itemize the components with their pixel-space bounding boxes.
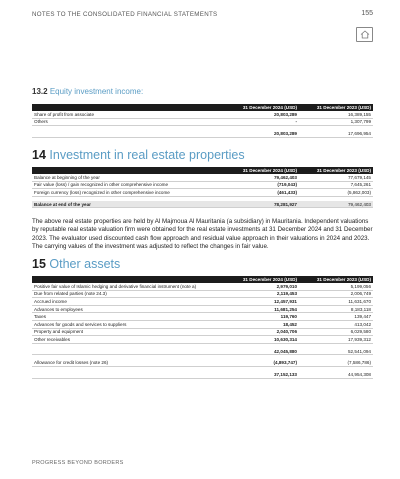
- table-row: Advances to employees 11,681,254 8,183,118: [34, 306, 371, 312]
- section-title: Other assets: [49, 257, 121, 271]
- table-row: Advances for goods and services to suppliers 18,452 413,042: [34, 321, 371, 327]
- home-icon: [360, 30, 370, 39]
- section-title: Investment in real estate properties: [49, 148, 245, 162]
- section-other-assets: [32, 257, 373, 271]
- table-row: Fair value (loss) / gain recognized in other comprehensive income (719,043) 7,645,261: [34, 182, 371, 188]
- table-subtotal-row: 42,045,880 52,541,094: [32, 348, 373, 355]
- home-button[interactable]: [356, 27, 373, 42]
- table-total-row: Balance at end of the year 78,281,927 79,462,403: [34, 201, 371, 207]
- table-row: Accrued income 12,457,931 11,631,670: [34, 298, 371, 304]
- table-total-row: 37,152,133 44,954,308: [32, 371, 373, 378]
- table-row: Foreign currency (loss) recognized in other comprehensive income (461,433) (5,862,003): [34, 189, 371, 195]
- page-number: 155: [361, 10, 373, 17]
- table-row: Property and equipment 2,040,706 6,029,580: [34, 329, 371, 335]
- col-header-2024: 31 December 2024 (USD): [225, 276, 299, 283]
- table-total-row: 20,803,289 17,696,954: [32, 130, 373, 137]
- table-row: Other receivables 10,630,314 17,939,312: [34, 336, 371, 342]
- col-header-2024: 31 December 2024 (USD): [225, 167, 299, 174]
- col-header-2023: 31 December 2023 (USD): [299, 104, 373, 111]
- table-row: Positive fair value of Islamic hedging and derivative financial instrument (note a) 2,979,010 5,199,056: [34, 283, 371, 289]
- table-row: Allowance for credit losses (note 26) (4,893,747) (7,586,786): [34, 360, 371, 366]
- section-heading: [32, 87, 373, 96]
- section-number: 13.2: [32, 87, 48, 96]
- table-row: Taxes 119,760 139,447: [34, 314, 371, 320]
- col-header-2024: 31 December 2024 (USD): [225, 104, 299, 111]
- col-header-2023: 31 December 2023 (USD): [299, 167, 373, 174]
- section-title: Equity investment income:: [49, 87, 144, 96]
- table-row: Share of profit from associate 20,803,289 16,389,155: [34, 111, 371, 117]
- section-equity-investment-income: [32, 87, 373, 96]
- section-heading: [32, 148, 373, 162]
- table-row: Due from related parties (note 24.3) 2,119,453 2,006,749: [34, 291, 371, 297]
- section-number: 15: [32, 257, 46, 271]
- table-row: Balance at beginning of the year 79,462,403 77,679,145: [34, 174, 371, 180]
- equity-income-table: [32, 104, 373, 138]
- section-real-estate: [32, 148, 373, 162]
- col-header-2023: 31 December 2023 (USD): [299, 276, 373, 283]
- page-footer: PROGRESS BEYOND BORDERS: [32, 460, 124, 466]
- other-assets-table: [32, 276, 373, 379]
- real-estate-paragraph: The above real estate properties are held by Al Majmoua Al Mauritania (a subsidiary) in Mauritania. Independent valuations by reputable real estate valuation firm were obtained for the real estate investments at 31 December 2024 and 31 December 2023. The evaluator used discounted cash flow approach and residual value approach in their valuations in 2024 and 2023. The carrying values of the investment was adjusted to reflect the changes in fair value.: [32, 218, 373, 250]
- real-estate-table: [32, 167, 373, 208]
- section-heading: [32, 257, 373, 271]
- table-row: Others - 1,307,799: [34, 119, 371, 125]
- section-number: 14: [32, 148, 46, 162]
- page-header-title: NOTES TO THE CONSOLIDATED FINANCIAL STATEMENTS: [32, 11, 218, 18]
